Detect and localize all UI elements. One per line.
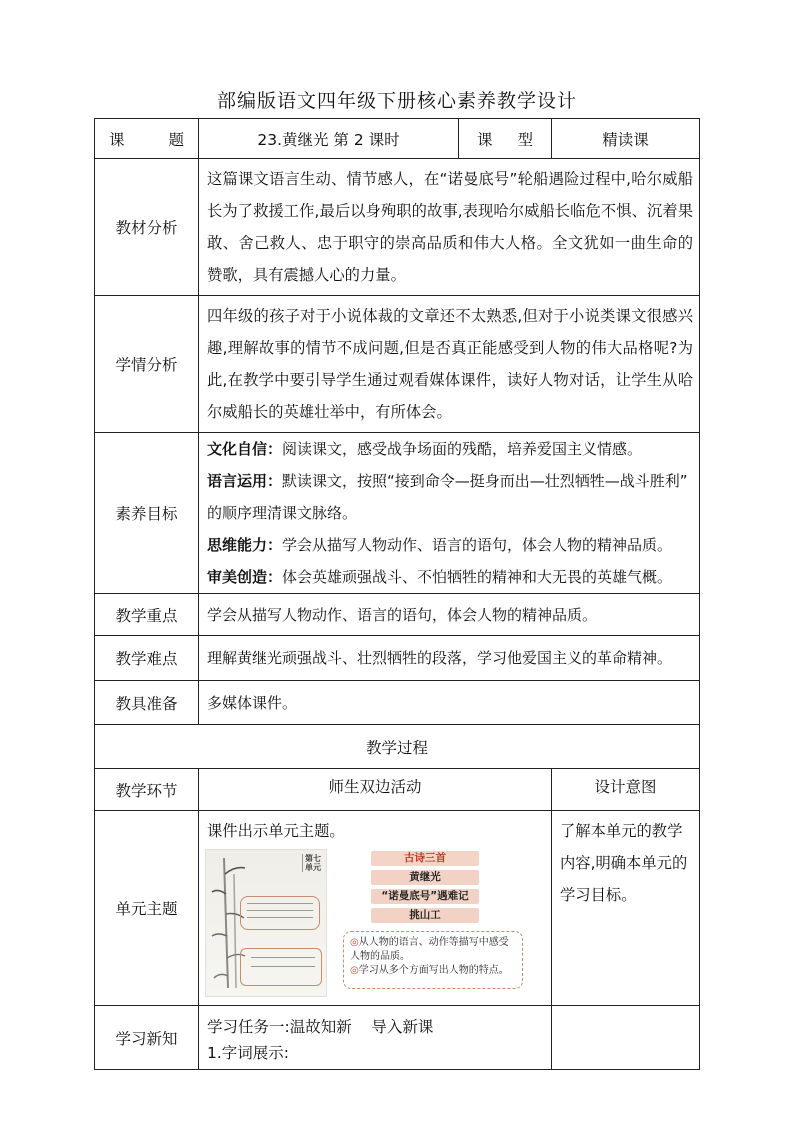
col-activity: 师生双边活动 [199, 769, 552, 811]
goal-aesthetic-key: 审美创造： [207, 568, 283, 586]
slide-quote-box [240, 896, 320, 930]
new-knowledge-activity-cell [199, 1006, 552, 1070]
new-knowledge-task: 学习任务一:温故知新 导入新课 [207, 1018, 434, 1036]
materials-row [95, 681, 700, 725]
goal-aesthetic-text: 体会英雄顽强战斗、不怕牺牲的精神和大无畏的英雄气概。 [282, 568, 673, 586]
goal-thinking-key: 思维能力： [207, 536, 283, 554]
type-label-char-1: 课 [477, 130, 493, 149]
unit-theme-activity-cell [199, 811, 552, 1006]
slide-lesson-4: 挑山工 [371, 908, 479, 923]
document-title: 部编版语文四年级下册核心素养教学设计 [216, 90, 577, 112]
student-analysis-label: 学情分析 [95, 296, 199, 433]
textbook-analysis-text: 这篇课文语言生动、情节感人，在“诺曼底号”轮船遇险过程中,哈尔威船长为了救援工作,最后以身殉职的故事,表现哈尔威船长临危不惧、沉着果敢、舍己救人、忠于职守的崇高品质和伟大人格。全文犹如一曲生命的赞歌，具有震撼人心的力量。 [207, 170, 693, 284]
slide-goal-2: ◎学习从多个方面写出人物的特点。 [350, 965, 509, 976]
course-label [95, 119, 199, 159]
literacy-goals-label: 素养目标 [95, 433, 199, 594]
key-point-label: 教学重点 [95, 594, 199, 636]
goal-aesthetic [199, 561, 699, 593]
new-knowledge-intent-cell [552, 1006, 700, 1070]
slide-lesson-2: 黄继光 [371, 870, 479, 885]
unit-theme-row [95, 811, 700, 1006]
col-intent: 设计意图 [552, 769, 700, 811]
difficulty-label: 教学难点 [95, 636, 199, 681]
student-analysis-cell [199, 296, 700, 433]
unit-theme-intent-text: 了解本单元的教学内容,明确本单元的学习目标。 [560, 822, 688, 904]
process-heading: 教学过程 [95, 725, 700, 769]
course-value: 23.黄继光 第 2 课时 [199, 119, 459, 159]
materials-text: 多媒体课件。 [207, 693, 298, 712]
course-label-char-2: 题 [168, 130, 184, 149]
goal-culture-key: 文化自信： [207, 440, 283, 458]
new-knowledge-label: 学习新知 [95, 1006, 199, 1070]
slide-lesson-1: 古诗三首 [371, 851, 479, 866]
goal-culture [199, 433, 699, 465]
unit-theme-intent-cell [552, 811, 700, 1006]
key-point-row [95, 594, 700, 636]
process-columns-row [95, 769, 700, 811]
goal-language [199, 465, 699, 529]
slide-left-panel [205, 849, 327, 997]
textbook-analysis-label: 教材分析 [95, 159, 199, 296]
difficulty-text: 理解黄继光顽强战斗、壮烈牺牲的段落，学习他爱国主义的革命精神。 [207, 649, 673, 667]
new-knowledge-row [95, 1006, 700, 1070]
slide-unit-label: 第七单元 [302, 854, 323, 872]
literacy-goals-cell [199, 433, 700, 594]
student-analysis-row [95, 296, 700, 433]
unit-theme-slide-image [205, 849, 523, 995]
process-heading-row [95, 725, 700, 769]
header-row [95, 119, 700, 159]
lesson-plan-table [94, 118, 700, 1070]
textbook-analysis-cell [199, 159, 700, 296]
difficulty-row [95, 636, 700, 681]
type-label-char-2: 型 [517, 130, 533, 149]
goal-thinking-text: 学会从描写人物动作、语言的语句，体会人物的精神品质。 [282, 536, 673, 554]
textbook-analysis-row [95, 159, 700, 296]
student-analysis-text: 四年级的孩子对于小说体裁的文章还不太熟悉,但对于小说类课文很感兴趣,理解故事的情节不成问题,但是否真正能感受到人物的伟大品格呢?为此,在教学中要引导学生通过观看媒体课件，读好人物对话，让学生从哈尔威船长的英雄壮举中，有所体会。 [207, 307, 693, 421]
slide-goals-box [343, 931, 523, 989]
key-point-text: 学会从描写人物动作、语言的语句，体会人物的精神品质。 [207, 605, 598, 624]
new-knowledge-step: 1.字词展示: [207, 1044, 290, 1062]
materials-cell [199, 681, 700, 725]
difficulty-cell [199, 636, 700, 681]
slide-lesson-3: “诺曼底号”遇难记 [371, 889, 479, 904]
type-value: 精读课 [552, 119, 700, 159]
materials-label: 教具准备 [95, 681, 199, 725]
literacy-goals-row [95, 433, 700, 594]
goal-language-key: 语言运用： [207, 472, 283, 490]
slide-goal-1: ◎从人物的语言、动作等描写中感受人物的品质。 [350, 937, 509, 962]
type-label [459, 119, 552, 159]
slide-notes-box [240, 948, 322, 986]
goal-language-text: 默读课文，按照“接到命令—挺身而出—壮烈牺牲—战斗胜利” 的顺序理清课文脉络。 [207, 472, 688, 522]
unit-theme-activity-text: 课件出示单元主题。 [207, 822, 345, 840]
unit-theme-label: 单元主题 [95, 811, 199, 1006]
goal-culture-text: 阅读课文，感受战争场面的残酷，培养爱国主义情感。 [282, 440, 643, 458]
course-label-char-1: 课 [109, 130, 125, 149]
col-stage: 教学环节 [95, 769, 199, 811]
goal-thinking [199, 529, 699, 561]
key-point-cell [199, 594, 700, 636]
